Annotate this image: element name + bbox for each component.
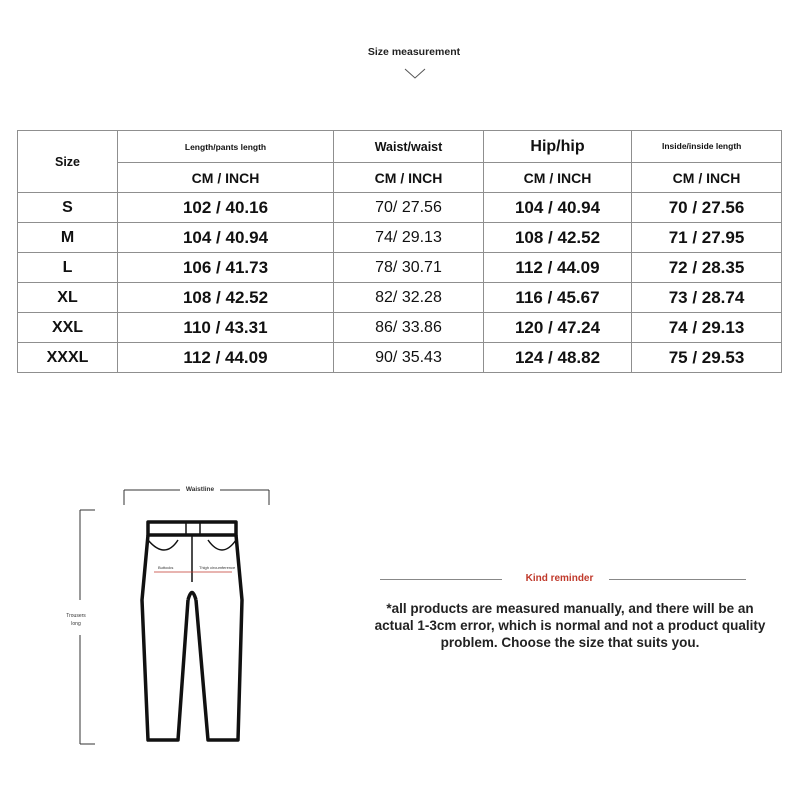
inside-length-unit: CM / INCH <box>632 163 782 193</box>
inside-length-cell: 72 / 28.35 <box>632 253 782 283</box>
waistline-label: Waistline <box>185 486 215 493</box>
table-row <box>18 253 782 283</box>
hip-cell: 120 / 47.24 <box>484 313 632 343</box>
size-cell: XXXL <box>18 343 118 373</box>
reminder-text: *all products are measured manually, and there will be an actual 1-3cm error, which is normal and not a product quality problem. Choose the size that suits you. <box>374 601 766 650</box>
size-cell: L <box>18 253 118 283</box>
reminder-divider-right <box>609 579 746 580</box>
length-bracket <box>80 510 95 744</box>
reminder-title: Kind reminder <box>525 573 594 584</box>
pants-diagram <box>0 470 340 770</box>
size-cell: S <box>18 193 118 223</box>
length-cell: 102 / 40.16 <box>118 193 334 223</box>
table-row <box>18 313 782 343</box>
chevron-down-icon <box>403 66 427 80</box>
table-row <box>18 223 782 253</box>
hip-cell: 112 / 44.09 <box>484 253 632 283</box>
table-unit-row <box>18 163 782 193</box>
hip-cell: 124 / 48.82 <box>484 343 632 373</box>
hip-unit: CM / INCH <box>484 163 632 193</box>
inside-length-cell: 73 / 28.74 <box>632 283 782 313</box>
hip-cell: 104 / 40.94 <box>484 193 632 223</box>
length-unit: CM / INCH <box>118 163 334 193</box>
size-cell: XL <box>18 283 118 313</box>
waist-cell: 78/ 30.71 <box>334 253 484 283</box>
waist-header: Waist/waist <box>334 131 484 163</box>
table-header-row <box>18 131 782 163</box>
length-cell: 108 / 42.52 <box>118 283 334 313</box>
length-cell: 110 / 43.31 <box>118 313 334 343</box>
size-chart-table <box>17 130 782 373</box>
waist-cell: 70/ 27.56 <box>334 193 484 223</box>
length-cell: 106 / 41.73 <box>118 253 334 283</box>
length-cell: 104 / 40.94 <box>118 223 334 253</box>
waist-unit: CM / INCH <box>334 163 484 193</box>
table-row <box>18 283 782 313</box>
thigh-label: Thigh circumference <box>199 565 236 570</box>
inside-length-cell: 71 / 27.95 <box>632 223 782 253</box>
length-cell: 112 / 44.09 <box>118 343 334 373</box>
waist-cell: 90/ 35.43 <box>334 343 484 373</box>
pants-details-icon <box>148 522 236 582</box>
table-row <box>18 193 782 223</box>
inside-length-cell: 75 / 29.53 <box>632 343 782 373</box>
buttocks-label: Buttocks <box>158 565 174 570</box>
inside-length-cell: 70 / 27.56 <box>632 193 782 223</box>
size-cell: XXL <box>18 313 118 343</box>
long-label: long <box>71 621 81 627</box>
trousers-label: Trousers <box>66 613 86 619</box>
size-cell: M <box>18 223 118 253</box>
waist-cell: 86/ 33.86 <box>334 313 484 343</box>
table-row <box>18 343 782 373</box>
reminder-divider-left <box>380 579 502 580</box>
hip-cell: 116 / 45.67 <box>484 283 632 313</box>
waist-cell: 82/ 32.28 <box>334 283 484 313</box>
hip-header: Hip/hip <box>484 131 632 163</box>
page-title: Size measurement <box>367 46 461 58</box>
inside-length-cell: 74 / 29.13 <box>632 313 782 343</box>
hip-cell: 108 / 42.52 <box>484 223 632 253</box>
inside-length-header: Inside/inside length <box>632 131 782 163</box>
size-header: Size <box>18 131 118 193</box>
waist-cell: 74/ 29.13 <box>334 223 484 253</box>
length-header: Length/pants length <box>118 131 334 163</box>
